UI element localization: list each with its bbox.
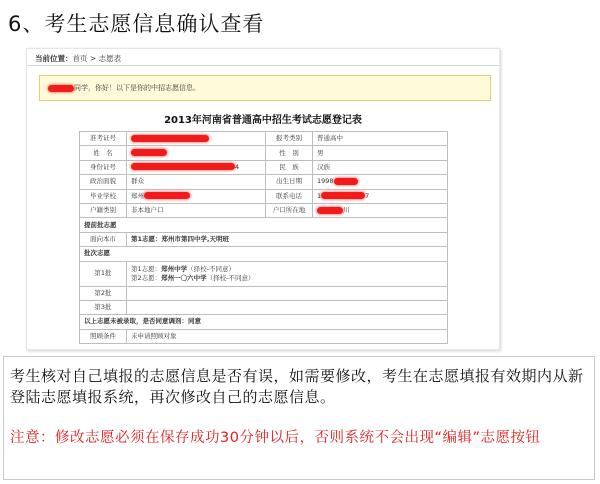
label-care-condition: 照顾条件 (80, 329, 127, 343)
redacted-value (144, 192, 190, 199)
choice-note: （择校-不同意） (206, 273, 255, 282)
breadcrumb-label: 当前位置： (35, 54, 73, 63)
school-prefix: 郑州 (131, 191, 144, 200)
label-category: 报考类别 (266, 132, 313, 146)
label-household-type: 户籍类别 (80, 203, 127, 217)
label-name: 姓 名 (80, 146, 127, 160)
label-local: 面向本市 (80, 232, 127, 246)
form-title: 2013年河南省普通高中招生考试志愿登记表 (164, 115, 362, 126)
label-batch-1: 第1批 (80, 261, 127, 286)
redacted-value (317, 207, 343, 214)
value-household-type: 非本地户口 (127, 203, 266, 217)
table-row (80, 329, 448, 343)
caption-text: 考生核对自己填报的志愿信息是否有误，如需要修改，考生在志愿填报有效期内从新登陆志愿填报系统，再次修改自己的志愿信息。 (10, 367, 584, 406)
label-ethnicity: 民 族 (266, 160, 313, 174)
phone-prefix: 1 (317, 191, 322, 200)
label-phone: 联系电话 (266, 189, 313, 203)
redacted-value (131, 149, 167, 156)
embedded-screenshot (26, 48, 500, 350)
label-birth-date: 出生日期 (266, 175, 313, 189)
caption-box (3, 356, 595, 480)
page-heading: 6、考生志愿信息确认查看 (8, 12, 265, 36)
choice-school: 郑州中学 (161, 264, 188, 273)
choice-prefix: 第1志愿： (131, 264, 162, 273)
breadcrumb-current: 志愿表 (98, 54, 122, 63)
value-exam-number (127, 132, 266, 146)
label-id-number: 身份证号 (80, 160, 127, 174)
value-batch-3 (127, 300, 448, 314)
table-row (80, 315, 448, 329)
table-row (80, 203, 448, 217)
breadcrumb-separator: > (89, 54, 97, 63)
section-batch-choices: 批次志愿 (80, 247, 448, 261)
id-number-suffix: 4 (235, 162, 240, 171)
redacted-value (131, 135, 209, 142)
choice-school: 郑州一〇六中学 (161, 273, 207, 282)
label-batch-3: 第3批 (80, 300, 127, 314)
label-gender: 性 别 (266, 146, 313, 160)
greeting-notice (39, 75, 491, 101)
table-row (80, 132, 448, 146)
table-row (80, 286, 448, 300)
value-batch-1 (127, 261, 448, 286)
adjustment-consent: 以上志愿未被录取，是否同意调剂：同意 (80, 315, 448, 329)
value-category: 普通高中 (313, 132, 448, 146)
table-row (80, 247, 448, 261)
section-early-batch: 提前批志愿 (80, 218, 448, 232)
value-household-location (313, 203, 448, 217)
value-batch-2 (127, 286, 448, 300)
value-graduation-school (127, 189, 266, 203)
value-care-condition: 未申请照顾对象 (127, 329, 448, 343)
label-political-status: 政治面貌 (80, 175, 127, 189)
table-row (80, 160, 448, 174)
warning-text: 注意：修改志愿必须在保存成功30分钟以后，否则系统不会出现“编辑”志愿按钮 (10, 430, 541, 446)
redacted-value (334, 178, 358, 185)
value-birth-date (313, 175, 448, 189)
choice-note: （择校-不同意） (187, 264, 235, 273)
value-political-status: 群众 (127, 175, 266, 189)
redacted-value (321, 192, 365, 199)
table-row (80, 146, 448, 160)
choice-prefix: 第2志愿： (131, 273, 162, 282)
greeting-text: 同学，你好！以下是你的中招志愿信息。 (74, 84, 200, 92)
table-row (80, 189, 448, 203)
table-row (80, 218, 448, 232)
breadcrumb (35, 53, 121, 64)
breadcrumb-home-link[interactable]: 首页 (72, 54, 88, 63)
redacted-name (48, 85, 74, 92)
value-name (127, 146, 266, 160)
table-row (80, 300, 448, 314)
application-form-table (79, 131, 448, 344)
value-phone (313, 189, 448, 203)
value-ethnicity: 汉族 (313, 160, 448, 174)
label-household-location: 户口所在地 (266, 203, 313, 217)
label-batch-2: 第2批 (80, 286, 127, 300)
phone-suffix: 7 (365, 191, 370, 200)
label-graduation-school: 毕业学校 (80, 189, 127, 203)
table-row (80, 232, 448, 246)
value-id-number (127, 160, 266, 174)
table-row (80, 175, 448, 189)
value-gender: 男 (313, 146, 448, 160)
batch-1-choice-1 (131, 265, 443, 274)
redacted-value (131, 163, 235, 170)
table-row (80, 261, 448, 286)
label-exam-number: 准考证号 (80, 132, 127, 146)
batch-1-choice-2 (131, 274, 443, 283)
breadcrumb-divider (27, 65, 499, 66)
value-early-choice: 第1志愿：郑州市第四中学,天明班 (127, 232, 448, 246)
household-location-suffix: 川 (343, 206, 350, 215)
birth-date-prefix: 1998 (317, 177, 334, 186)
